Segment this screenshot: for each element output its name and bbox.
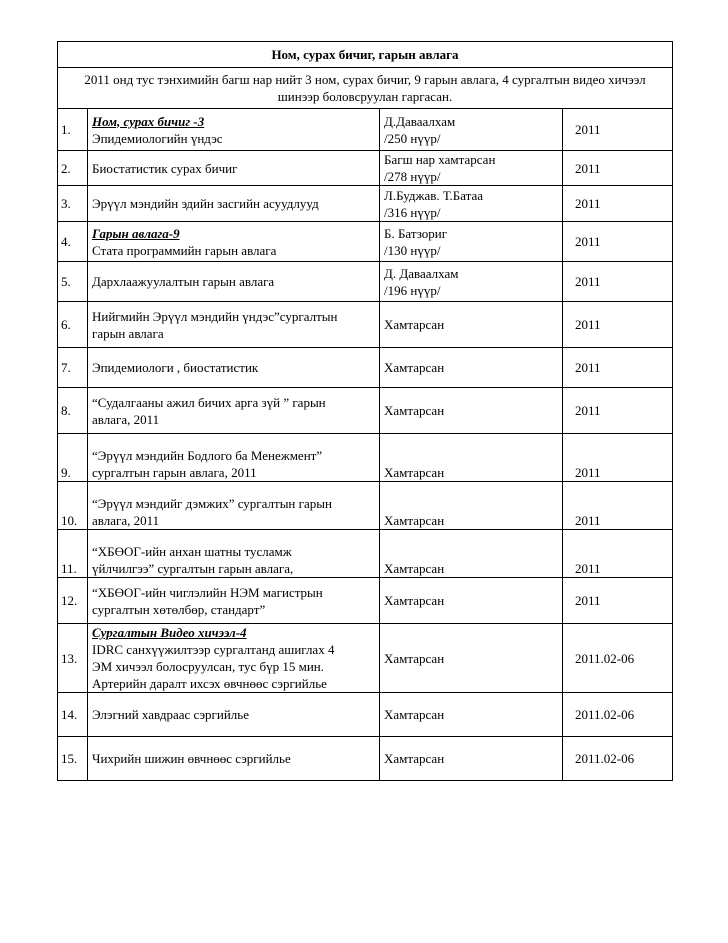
- row-number: [58, 578, 88, 624]
- title-line: Эпидемиологийн үндэс: [92, 130, 223, 146]
- row-number-text: 5.: [61, 274, 71, 289]
- author-line: Хамтарсан: [384, 360, 445, 375]
- title-line: “ХБӨОГ-ийн анхан шатны тусламж: [92, 544, 292, 559]
- row-number-text: 1.: [61, 122, 71, 137]
- table-row: [58, 262, 673, 302]
- row-author: [380, 262, 563, 302]
- title-line: үйлчилгээ” сургалтын гарын авлага,: [92, 561, 294, 576]
- title-row: [58, 42, 673, 68]
- row-year: 2011: [563, 434, 673, 482]
- table-row: [58, 222, 673, 262]
- row-number-text: 9.: [61, 465, 71, 480]
- row-title: [88, 186, 380, 222]
- row-number-text: 8.: [61, 403, 71, 418]
- row-title: [88, 482, 380, 530]
- row-title: [88, 302, 380, 348]
- title-line: Эпидемиологи , биостатистик: [92, 360, 259, 375]
- author-line: Б. Батзориг: [384, 225, 448, 241]
- row-number-text: 13.: [61, 650, 78, 666]
- row-number: [58, 348, 88, 388]
- row-title: [88, 578, 380, 624]
- author-line: Хамтарсан: [384, 593, 445, 608]
- author-line: Хамтарсан: [384, 403, 445, 418]
- row-title: [88, 222, 380, 262]
- title-line: сургалтын хөтөлбөр, стандарт”: [92, 601, 266, 617]
- section-heading: Сургалтын Видео хичээл-4: [92, 625, 247, 640]
- row-year: 2011: [563, 482, 673, 530]
- author-line: Хамтарсан: [384, 513, 445, 528]
- author-line: Хамтарсан: [384, 650, 445, 666]
- table-title: Ном, сурах бичиг, гарын авлага: [58, 42, 673, 68]
- row-author: [380, 624, 563, 693]
- table-row: [58, 186, 673, 222]
- title-line: авлага, 2011: [92, 411, 160, 427]
- row-number-text: 6.: [61, 317, 71, 332]
- table-row: [58, 693, 673, 737]
- row-number: [58, 186, 88, 222]
- row-year: 2011.02-06: [563, 624, 673, 693]
- row-author: [380, 530, 563, 578]
- table-row: [58, 109, 673, 151]
- row-number-text: 2.: [61, 160, 71, 176]
- row-author: [380, 482, 563, 530]
- author-line: Багш нар хамтарсан: [384, 152, 496, 167]
- section-heading: Гарын авлага-9: [92, 225, 180, 241]
- row-author: [380, 434, 563, 482]
- row-number: [58, 737, 88, 781]
- row-title: [88, 262, 380, 302]
- row-number: [58, 693, 88, 737]
- row-author: [380, 693, 563, 737]
- table-row: [58, 530, 673, 578]
- row-year: 2011.02-06: [563, 737, 673, 781]
- row-number: [58, 530, 88, 578]
- row-number: [58, 222, 88, 262]
- title-line: “Судалгааны ажил бичих арга зүй ” гарын: [92, 394, 326, 410]
- intro-text: 2011 онд тус тэнхимийн багш нар нийт 3 ном, сурах бичиг, 9 гарын авлага, 4 сургалтын видео хичээл шинээр боловсруулан гаргасан.: [58, 68, 673, 109]
- row-author: [380, 737, 563, 781]
- row-author: [380, 348, 563, 388]
- title-line: “Эрүүл мэндийн Бодлого ба Менежмент”: [92, 448, 323, 463]
- row-number: [58, 262, 88, 302]
- section-heading: Ном, сурах бичиг -3: [92, 113, 205, 129]
- row-number-text: 15.: [61, 751, 78, 766]
- row-year: 2011: [563, 302, 673, 348]
- title-line: Биостатистик сурах бичиг: [92, 160, 238, 176]
- title-line: IDRC санхүүжилтээр сургалтанд ашиглах 4: [92, 642, 335, 657]
- row-title: [88, 109, 380, 151]
- row-title: [88, 151, 380, 186]
- table-row: [58, 624, 673, 693]
- row-number: [58, 151, 88, 186]
- row-title: [88, 693, 380, 737]
- title-line: Дархлаажуулалтын гарын авлага: [92, 274, 275, 289]
- row-number-text: 4.: [61, 234, 71, 249]
- row-number-text: 3.: [61, 196, 71, 211]
- row-author: [380, 186, 563, 222]
- row-year: 2011: [563, 151, 673, 186]
- title-line: Элэгний хавдраас сэргийлье: [92, 707, 249, 722]
- author-line: Хамтарсан: [384, 707, 445, 722]
- row-title: [88, 624, 380, 693]
- row-number: [58, 624, 88, 693]
- row-author: [380, 388, 563, 434]
- row-number: [58, 482, 88, 530]
- row-year: 2011.02-06: [563, 693, 673, 737]
- row-title: [88, 530, 380, 578]
- author-line: /196 нүүр/: [384, 282, 441, 298]
- row-title: [88, 737, 380, 781]
- title-line: Нийгмийн Эрүүл мэндийн үндэс”сургалтын: [92, 308, 338, 324]
- title-line: Эрүүл мэндийн эдийн засгийн асуудлууд: [92, 196, 319, 211]
- title-line: “ХБӨОГ-ийн чиглэлийн НЭМ магистрын: [92, 584, 323, 600]
- row-year: 2011: [563, 348, 673, 388]
- row-number-text: 7.: [61, 360, 71, 375]
- table-row: [58, 151, 673, 186]
- row-author: [380, 151, 563, 186]
- row-year: 2011: [563, 222, 673, 262]
- row-author: [380, 578, 563, 624]
- row-number: [58, 302, 88, 348]
- author-line: Л.Буджав. Т.Батаа: [384, 187, 484, 203]
- row-number-text: 10.: [61, 513, 78, 528]
- table-row: [58, 434, 673, 482]
- intro-row: [58, 68, 673, 109]
- row-title: [88, 388, 380, 434]
- title-line: Артерийн даралт ихсэх өвчнөөс сэргийлье: [92, 676, 327, 691]
- row-number: [58, 109, 88, 151]
- row-number: [58, 388, 88, 434]
- author-line: /278 нүүр/: [384, 169, 441, 184]
- row-year: 2011: [563, 530, 673, 578]
- row-author: [380, 302, 563, 348]
- title-line: Стата программийн гарын авлага: [92, 242, 277, 258]
- table-row: [58, 737, 673, 781]
- title-line: сургалтын гарын авлага, 2011: [92, 465, 257, 480]
- row-author: [380, 109, 563, 151]
- author-line: Хамтарсан: [384, 751, 445, 766]
- table-row: [58, 578, 673, 624]
- publications-table: [57, 41, 673, 781]
- title-line: гарын авлага: [92, 325, 164, 341]
- table-row: [58, 482, 673, 530]
- author-line: /130 нүүр/: [384, 242, 441, 258]
- row-year: 2011: [563, 388, 673, 434]
- row-year: 2011: [563, 109, 673, 151]
- author-line: Д.Даваалхам: [384, 113, 456, 129]
- row-number: [58, 434, 88, 482]
- table-row: [58, 348, 673, 388]
- table-row: [58, 388, 673, 434]
- row-title: [88, 434, 380, 482]
- row-number-text: 14.: [61, 707, 78, 722]
- title-line: авлага, 2011: [92, 513, 160, 528]
- row-year: 2011: [563, 578, 673, 624]
- title-line: “Эрүүл мэндийг дэмжих” сургалтын гарын: [92, 496, 332, 511]
- author-line: /316 нүүр/: [384, 204, 441, 220]
- row-number-text: 12.: [61, 593, 78, 608]
- author-line: Д. Даваалхам: [384, 265, 459, 281]
- title-line: ЭМ хичээл болосруулсан, тус бүр 15 мин.: [92, 659, 325, 674]
- table-row: [58, 302, 673, 348]
- row-year: 2011: [563, 186, 673, 222]
- title-line: Чихрийн шижин өвчнөөс сэргийлье: [92, 751, 291, 766]
- row-number-text: 11.: [61, 561, 77, 576]
- author-line: Хамтарсан: [384, 317, 445, 332]
- row-author: [380, 222, 563, 262]
- author-line: /250 нүүр/: [384, 130, 441, 146]
- row-title: [88, 348, 380, 388]
- author-line: Хамтарсан: [384, 561, 445, 576]
- author-line: Хамтарсан: [384, 465, 445, 480]
- row-year: 2011: [563, 262, 673, 302]
